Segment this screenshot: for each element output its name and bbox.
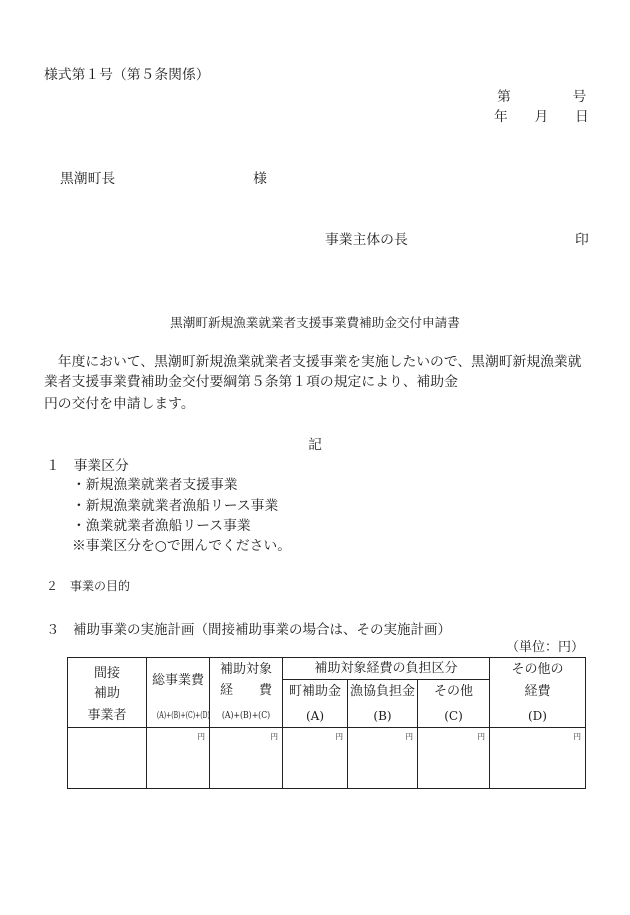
business-option-3: ・漁業就業者漁船リース事業	[72, 518, 251, 534]
cell-indirect-operator	[68, 728, 147, 789]
business-option-1: ・新規漁業就業者支援事業	[72, 477, 238, 493]
header-eligible-cost-line-1: 補助対象	[219, 662, 272, 677]
header-burden-group	[283, 658, 490, 680]
document-date: 年 月 日	[494, 109, 589, 125]
header-total-cost	[147, 658, 210, 728]
header-indirect-operator-line-1: 間接	[93, 666, 120, 681]
header-eligible-cost-line-2: 経 費	[219, 683, 272, 698]
unit-label: （単位：円）	[505, 640, 584, 655]
header-other-expenses-letter: (D)	[528, 709, 547, 723]
section3-heading: ３ 補助事業の実施計画（間接補助事業の場合は、その実施計画）	[46, 622, 451, 638]
header-eligible-cost	[210, 658, 283, 728]
document-title: 黒潮町新規漁業就業者支援事業費補助金交付申請書	[170, 315, 460, 330]
header-coop-share	[348, 680, 418, 728]
header-total-cost-formula: (A)+(B)+(C)+(D)	[156, 711, 210, 721]
header-other-share	[418, 680, 490, 728]
header-indirect-operator	[68, 658, 147, 728]
header-coop-share-label: 漁協負担金	[349, 684, 415, 699]
applicant-label: 事業主体の長	[325, 232, 408, 248]
body-line-1: 年度において、黒潮町新規漁業就業者支援事業を実施したいので、黒潮町新規漁業就	[44, 354, 582, 370]
body-line-3: 円の交付を申請します。	[44, 396, 195, 412]
business-option-2: ・新規漁業就業者漁船リース事業	[72, 498, 279, 514]
yen-unit-mark: 円	[270, 732, 278, 741]
cell-total-cost	[147, 728, 210, 789]
header-other-expenses-line-2: 経費	[524, 684, 551, 699]
yen-unit-mark: 円	[335, 732, 343, 741]
header-other-share-letter: (C)	[444, 709, 463, 723]
header-other-expenses-line-1: その他の	[511, 662, 564, 677]
header-burden-group-label: 補助対象経費の負担区分	[314, 661, 458, 676]
yen-unit-mark: 円	[405, 732, 413, 741]
header-other-expenses	[490, 658, 586, 728]
implementation-plan-table	[67, 657, 586, 789]
addressee: 黒潮町長 様	[60, 171, 267, 187]
cell-coop-share	[348, 728, 418, 789]
ki-heading: 記	[308, 437, 322, 453]
seal-mark: 印	[575, 232, 589, 248]
header-indirect-operator-line-2: 補助	[93, 686, 120, 701]
section2-heading: ２ 事業の目的	[46, 579, 131, 593]
section1-note: ※事業区分を○で囲んでください。	[72, 538, 291, 554]
document-number: 第 号	[497, 89, 588, 105]
yen-unit-mark: 円	[197, 732, 205, 741]
cell-other-share	[418, 728, 490, 789]
header-town-subsidy-letter: (A)	[305, 709, 325, 723]
header-eligible-cost-formula: (A)+(B)+(C)	[221, 711, 271, 721]
header-town-subsidy	[283, 680, 348, 728]
header-total-cost-label: 総事業費	[151, 673, 204, 688]
header-town-subsidy-label: 町補助金	[288, 684, 341, 699]
yen-unit-mark: 円	[573, 732, 581, 741]
header-other-share-label: その他	[433, 684, 473, 699]
form-number: 様式第１号（第５条関係）	[44, 67, 210, 83]
cell-other-expenses	[490, 728, 586, 789]
header-coop-share-letter: (B)	[373, 709, 392, 723]
yen-unit-mark: 円	[477, 732, 485, 741]
cell-town-subsidy	[283, 728, 348, 789]
cell-eligible-cost	[210, 728, 283, 789]
section1-heading: １ 事業区分	[46, 458, 129, 474]
body-line-2: 業者支援事業費補助金交付要綱第５条第１項の規定により、補助金	[44, 374, 458, 390]
header-indirect-operator-line-3: 事業者	[87, 708, 127, 723]
